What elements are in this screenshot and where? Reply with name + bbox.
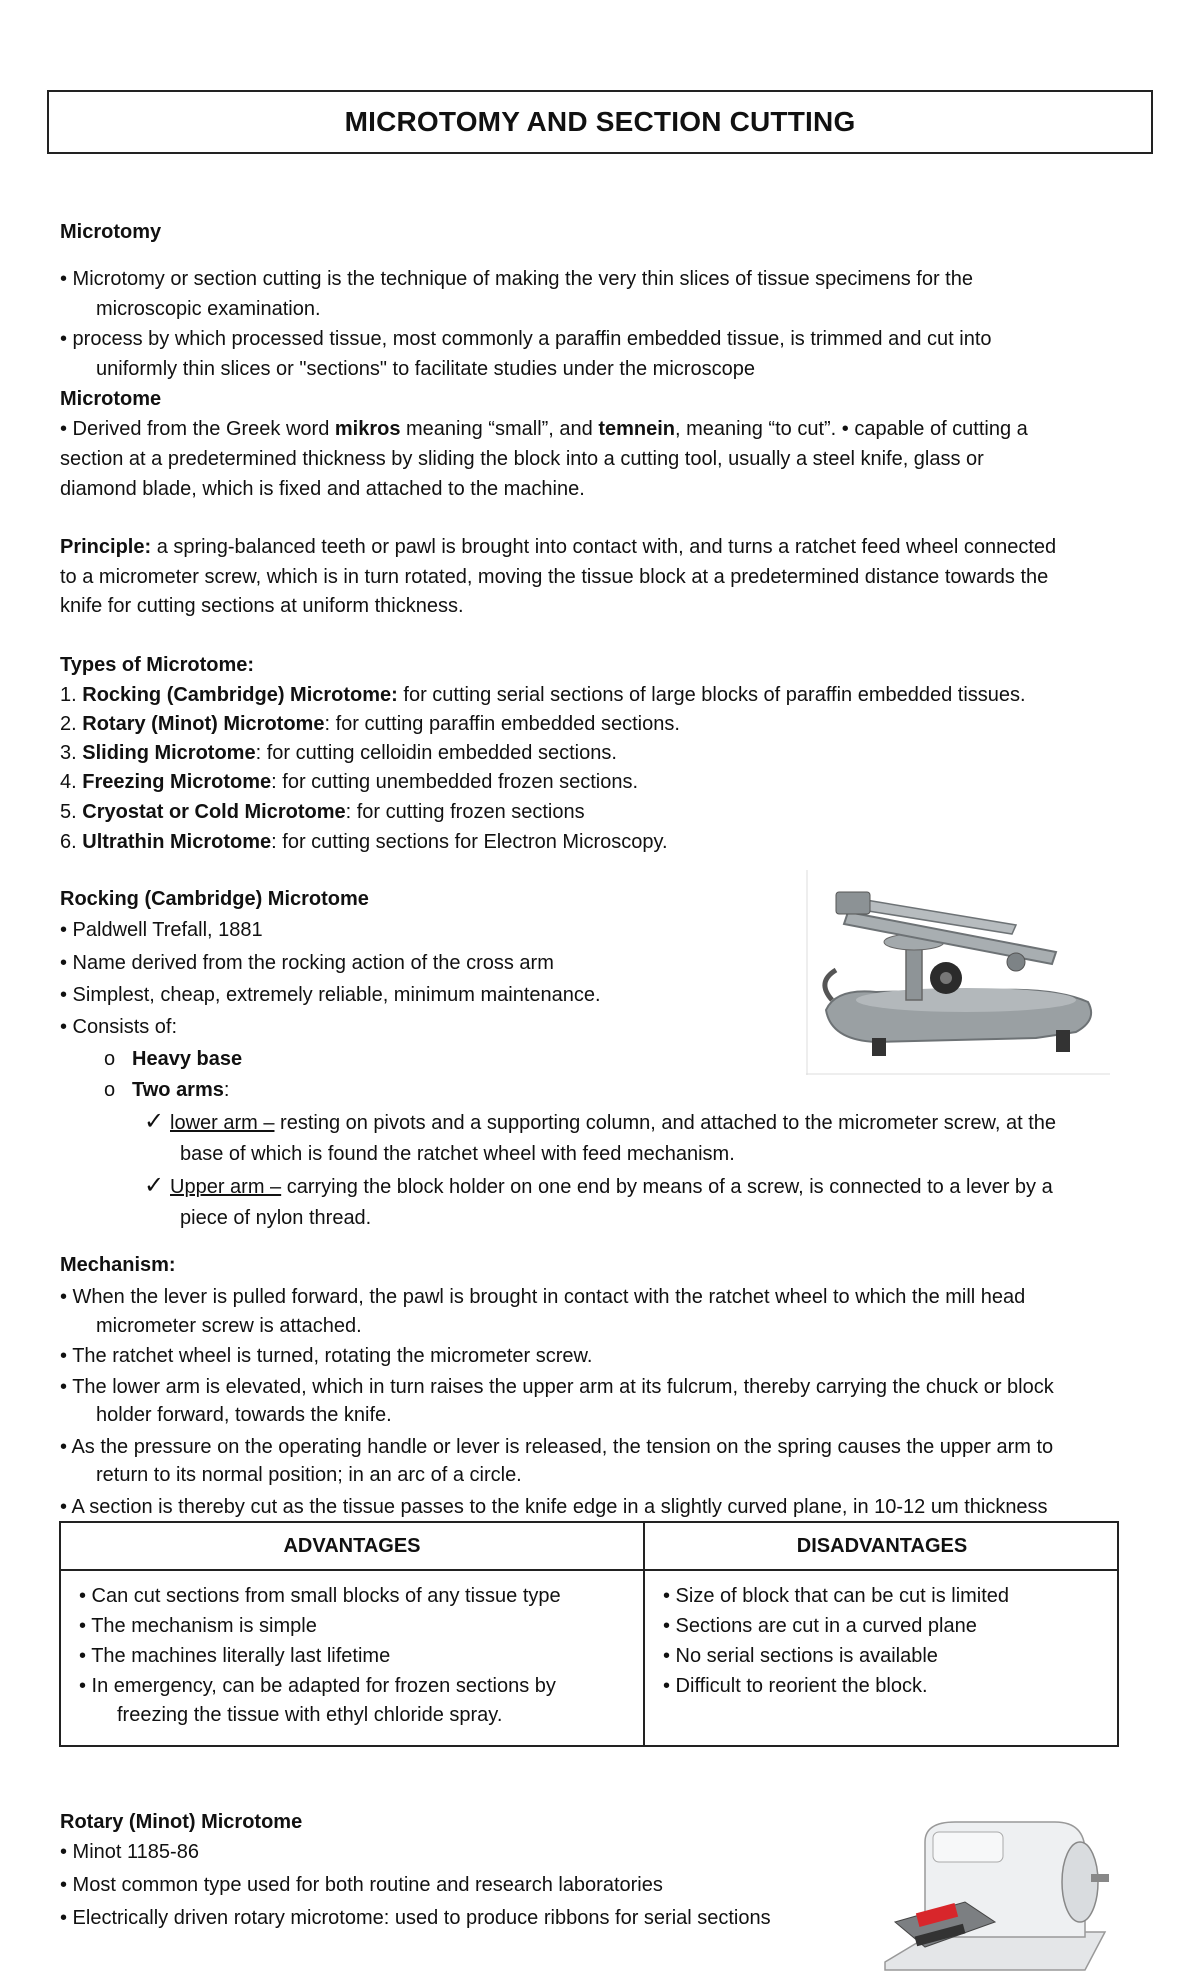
check-icon: ✓: [144, 1172, 165, 1199]
disadvantage-item: • No serial sections is available: [663, 1645, 938, 1667]
mechanism-line: • The ratchet wheel is turned, rotating the micrometer screw.: [60, 1345, 593, 1367]
rocking-bullet: • Simplest, cheap, extremely reliable, minimum maintenance.: [60, 984, 601, 1006]
upper-arm-line-1: ✓ Upper arm – carrying the block holder on one end by means of a screw, is connected to a lever by a: [144, 1172, 1053, 1199]
disadvantages-header: DISADVANTAGES: [796, 1535, 968, 1557]
lower-arm-line-2: base of which is found the ratchet wheel with feed mechanism.: [180, 1143, 735, 1165]
types-list-item: 2. Rotary (Minot) Microtome: for cutting paraffin embedded sections.: [60, 713, 680, 735]
mechanism-line: micrometer screw is attached.: [96, 1315, 362, 1337]
principle-line-3: knife for cutting sections at uniform thickness.: [60, 595, 464, 617]
advantages-header: ADVANTAGES: [283, 1535, 421, 1557]
microtome-heading: Microtome: [60, 388, 162, 410]
advantage-item: • Can cut sections from small blocks of any tissue type: [79, 1585, 561, 1607]
microtomy-bullet-1: • Microtomy or section cutting is the technique of making the very thin slices of tissue specimens for the: [60, 268, 973, 290]
rotary-heading: Rotary (Minot) Microtome: [60, 1811, 303, 1833]
mechanism-heading: Mechanism:: [60, 1254, 176, 1276]
mechanism-line: • The lower arm is elevated, which in turn raises the upper arm at its fulcrum, thereby carrying the chuck or block: [60, 1376, 1054, 1398]
advantage-item: • The machines literally last lifetime: [79, 1645, 391, 1667]
check-icon: ✓: [144, 1108, 165, 1135]
microtome-line-2: section at a predetermined thickness by sliding the block into a cutting tool, usually a steel knife, glass or: [60, 448, 984, 470]
advantage-item: • In emergency, can be adapted for frozen sections by: [79, 1675, 556, 1697]
microtome-line-3: diamond blade, which is fixed and attached to the machine.: [60, 478, 585, 500]
types-list-item: 3. Sliding Microtome: for cutting celloidin embedded sections.: [60, 742, 617, 764]
advantage-item: freezing the tissue with ethyl chloride spray.: [117, 1704, 503, 1726]
microtomy-bullet-2-cont: uniformly thin slices or "sections" to facilitate studies under the microscope: [96, 358, 755, 380]
rocking-bullet: • Name derived from the rocking action of the cross arm: [60, 952, 554, 974]
types-heading: Types of Microtome:: [60, 654, 255, 676]
microtomy-bullet-2: • process by which processed tissue, most commonly a paraffin embedded tissue, is trimmed and cut into: [60, 328, 992, 350]
sub-item-two-arms: o Two arms:: [104, 1079, 230, 1101]
table-header-divider: [61, 1569, 1117, 1571]
types-list-item: 4. Freezing Microtome: for cutting unembedded frozen sections.: [60, 771, 639, 793]
advantages-table: [59, 1521, 1119, 1747]
mechanism-line: holder forward, towards the knife.: [96, 1404, 392, 1426]
disadvantage-item: • Sections are cut in a curved plane: [663, 1615, 977, 1637]
rotary-bullet: • Electrically driven rotary microtome: used to produce ribbons for serial sections: [60, 1907, 771, 1929]
types-list-item: 6. Ultrathin Microtome: for cutting sections for Electron Microscopy.: [60, 831, 668, 853]
rotary-bullet: • Minot 1185-86: [60, 1841, 199, 1863]
disadvantage-item: • Size of block that can be cut is limited: [663, 1585, 1010, 1607]
types-list-item: 1. Rocking (Cambridge) Microtome: for cutting serial sections of large blocks of paraffin embedded tissues.: [60, 684, 1026, 706]
microtomy-bullet-1-cont: microscopic examination.: [96, 298, 321, 320]
rocking-microtome-image: [806, 870, 1110, 1075]
page-title: MICROTOMY AND SECTION CUTTING: [47, 90, 1153, 154]
principle-line-2: to a micrometer screw, which is in turn rotated, moving the tissue block at a predetermined distance towards the: [60, 566, 1049, 588]
advantage-item: • The mechanism is simple: [79, 1615, 317, 1637]
sub-item-heavy-base: o Heavy base: [104, 1048, 243, 1070]
rocking-bullet: • Consists of:: [60, 1016, 178, 1038]
lower-arm-line-1: ✓ lower arm – resting on pivots and a supporting column, and attached to the micrometer screw, at the: [144, 1108, 1057, 1135]
principle-line-1: Principle: a spring-balanced teeth or pawl is brought into contact with, and turns a ratchet feed wheel connected: [60, 536, 1057, 558]
types-list-item: 5. Cryostat or Cold Microtome: for cutting frozen sections: [60, 801, 585, 823]
microtome-line-1: • Derived from the Greek word mikros meaning “small”, and temnein, meaning “to cut”. • capable of cutting a: [60, 418, 1028, 440]
rotary-microtome-image: [855, 1812, 1115, 1972]
upper-arm-line-2: piece of nylon thread.: [180, 1207, 372, 1229]
mechanism-line: • When the lever is pulled forward, the pawl is brought in contact with the ratchet wheel to which the mill head: [60, 1286, 1026, 1308]
mechanism-line: return to its normal position; in an arc of a circle.: [96, 1464, 522, 1486]
microtomy-heading: Microtomy: [60, 221, 162, 243]
disadvantage-item: • Difficult to reorient the block.: [663, 1675, 928, 1697]
mechanism-line: • A section is thereby cut as the tissue passes to the knife edge in a slightly curved plane, in 10-12 um thickness: [60, 1496, 1048, 1518]
rocking-heading: Rocking (Cambridge) Microtome: [60, 888, 369, 910]
rotary-bullet: • Most common type used for both routine and research laboratories: [60, 1874, 663, 1896]
rocking-bullet: • Paldwell Trefall, 1881: [60, 919, 263, 941]
mechanism-line: • As the pressure on the operating handle or lever is released, the tension on the spring causes the upper arm to: [60, 1436, 1054, 1458]
